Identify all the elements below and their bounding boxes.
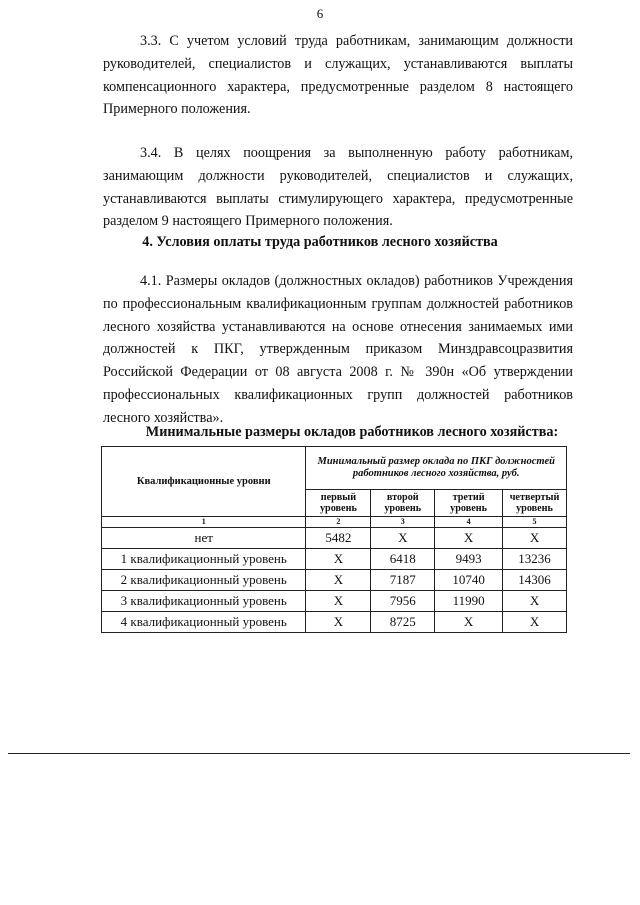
table-cell: X xyxy=(435,612,503,633)
table-cell: 14306 xyxy=(503,570,567,591)
table-cell: 11990 xyxy=(435,591,503,612)
column-number: 4 xyxy=(435,517,503,528)
footer-rule xyxy=(8,753,630,754)
section-heading: 4. Условия оплаты труда работников лесного хозяйства xyxy=(142,234,498,250)
table-cell: 13236 xyxy=(503,549,567,570)
table-cell: X xyxy=(503,528,567,549)
page-number: 6 xyxy=(316,6,324,21)
table-cell: X xyxy=(306,612,371,633)
table-caption: Минимальные размеры окладов работников лесного хозяйства: xyxy=(145,424,559,440)
table-cell: X xyxy=(435,528,503,549)
table-cell: X xyxy=(306,591,371,612)
table-cell: 8725 xyxy=(371,612,435,633)
table-cell: 9493 xyxy=(435,549,503,570)
table-cell: 6418 xyxy=(371,549,435,570)
paragraph-3-3: 3.3. С учетом условий труда работникам, занимающим должности руководителей, специалистов и служащих, устанавливаются выплаты компенсационного характера, предусмотренные разделом 8 настоящего Примерного положения. xyxy=(103,33,573,118)
column-number: 3 xyxy=(371,517,435,528)
table-cell: X xyxy=(503,612,567,633)
table-row xyxy=(102,612,567,633)
paragraph-4-1: 4.1. Размеры окладов (должностных окладов) работников Учреждения по профессиональным квалификационным группам должностей работников лесного хозяйства устанавливаются на основе отнесения занимаемых ими должностей к ПКГ, утвержденным приказом Минздравсоцразвития Российской Федерации от 08 августа 2008 г. № 390н «Об утверждении профессиональных квалификационных групп должностей работников лесного хозяйства». xyxy=(103,273,573,426)
column-header: третий уровень xyxy=(435,490,503,517)
column-number: 1 xyxy=(102,517,306,528)
row-label: 2 квалификационный уровень xyxy=(102,570,306,591)
column-number: 5 xyxy=(503,517,567,528)
column-header: первый уровень xyxy=(306,490,371,517)
column-header: второй уровень xyxy=(371,490,435,517)
column-number: 2 xyxy=(306,517,371,528)
table-row xyxy=(102,591,567,612)
column-header: четвертый уровень xyxy=(503,490,567,517)
table-cell: X xyxy=(306,549,371,570)
table-row xyxy=(102,528,567,549)
table-row xyxy=(102,549,567,570)
group-header: Минимальный размер оклада по ПКГ должностей работников лесного хозяйства, руб. xyxy=(306,447,567,490)
levels-header: Квалификационные уровни xyxy=(102,447,306,517)
row-label: 1 квалификационный уровень xyxy=(102,549,306,570)
row-label: 4 квалификационный уровень xyxy=(102,612,306,633)
table-cell: 5482 xyxy=(306,528,371,549)
table-row xyxy=(102,570,567,591)
paragraph-3-4: 3.4. В целях поощрения за выполненную работу работникам, занимающим должности руководителей, специалистов и служащих, устанавливаются выплаты стимулирующего характера, предусмотренные разделом 9 настоящего Примерного положения. xyxy=(103,145,573,230)
salary-table xyxy=(101,446,567,633)
row-label: нет xyxy=(102,528,306,549)
table-cell: 10740 xyxy=(435,570,503,591)
table-cell: X xyxy=(503,591,567,612)
table-cell: 7956 xyxy=(371,591,435,612)
table-cell: X xyxy=(371,528,435,549)
row-label: 3 квалификационный уровень xyxy=(102,591,306,612)
table-cell: X xyxy=(306,570,371,591)
table-cell: 7187 xyxy=(371,570,435,591)
